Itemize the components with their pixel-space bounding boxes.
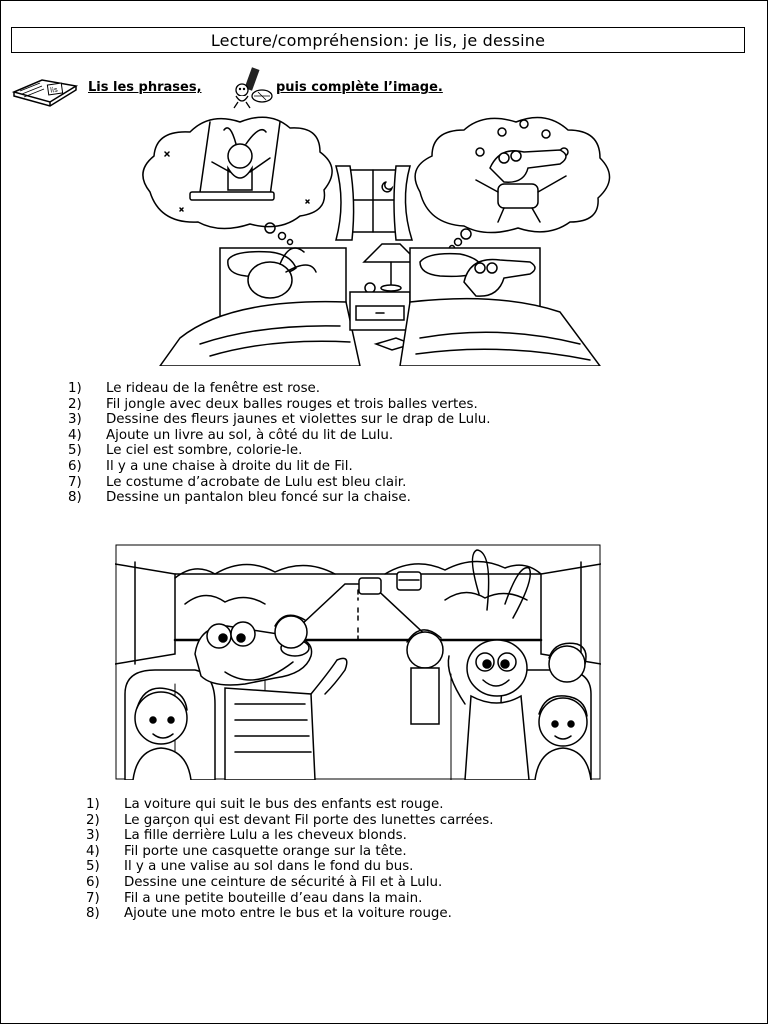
school-bus-illustration <box>115 544 601 780</box>
item-number: 1) <box>86 797 100 812</box>
item-text: Fil porte une casquette orange sur la tête. <box>124 843 407 859</box>
book-label: lis <box>49 85 59 95</box>
item-number: 7) <box>86 890 100 906</box>
item-text: Ajoute une moto entre le bus et la voiture rouge. <box>124 906 452 922</box>
worksheet-title-text: Lecture/compréhension: je lis, je dessine <box>210 30 546 50</box>
list-item <box>68 397 491 413</box>
list-item <box>86 906 493 922</box>
list-item <box>68 428 491 444</box>
item-number: 3) <box>86 828 100 844</box>
instruction-read: Lis les phrases, <box>88 80 202 95</box>
item-number: 4) <box>86 843 100 859</box>
item-text: Il y a une chaise à droite du lit de Fil. <box>106 458 353 474</box>
item-text: Fil a une petite bouteille d’eau dans la main. <box>124 890 423 906</box>
list-item <box>86 844 493 860</box>
instruction-row <box>8 66 468 110</box>
list-item <box>86 828 493 844</box>
item-text: Ajoute un livre au sol, à côté du lit de Lulu. <box>106 427 394 443</box>
item-text: Il y a une valise au sol dans le fond du bus. <box>124 859 414 875</box>
list-item <box>86 875 493 891</box>
item-number: 6) <box>68 458 82 474</box>
open-book-icon <box>10 72 80 108</box>
item-number: 2) <box>68 396 82 412</box>
list-item <box>68 412 491 428</box>
item-number: 5) <box>68 443 82 459</box>
list-item <box>68 475 491 491</box>
item-number: 7) <box>68 474 82 490</box>
exercise-1-list <box>68 381 491 506</box>
list-item <box>86 813 493 829</box>
list-item <box>68 490 491 506</box>
item-number: 2) <box>86 812 100 828</box>
item-text: Dessine une ceinture de sécurité à Fil et à Lulu. <box>124 874 443 890</box>
exercise-2-list <box>86 797 493 922</box>
bedroom-dream-illustration <box>120 112 628 366</box>
worksheet-title <box>11 27 745 53</box>
list-item <box>86 797 493 813</box>
item-text: Dessine un pantalon bleu foncé sur la chaise. <box>106 490 411 506</box>
item-text: Dessine des fleurs jaunes et violettes sur le drap de Lulu. <box>106 412 491 428</box>
list-item <box>68 443 491 459</box>
pencil-character-icon <box>222 66 280 110</box>
item-number: 3) <box>68 412 82 428</box>
item-number: 5) <box>86 859 100 875</box>
instruction-complete: puis complète l’image. <box>276 80 443 95</box>
item-number: 8) <box>86 906 100 922</box>
list-item <box>68 381 491 397</box>
item-text: La fille derrière Lulu a les cheveux blonds. <box>124 828 407 844</box>
item-number: 6) <box>86 874 100 890</box>
item-text: Le rideau de la fenêtre est rose. <box>106 381 321 396</box>
item-text: Le ciel est sombre, colorie-le. <box>106 443 303 459</box>
item-text: La voiture qui suit le bus des enfants est rouge. <box>124 797 444 812</box>
item-text: Le garçon qui est devant Fil porte des lunettes carrées. <box>124 812 494 828</box>
list-item <box>68 459 491 475</box>
list-item <box>86 859 493 875</box>
item-text: Fil jongle avec deux balles rouges et trois balles vertes. <box>106 396 478 412</box>
item-number: 4) <box>68 427 82 443</box>
item-number: 1) <box>68 381 82 396</box>
list-item <box>86 891 493 907</box>
item-text: Le costume d’acrobate de Lulu est bleu clair. <box>106 474 407 490</box>
item-number: 8) <box>68 490 82 506</box>
